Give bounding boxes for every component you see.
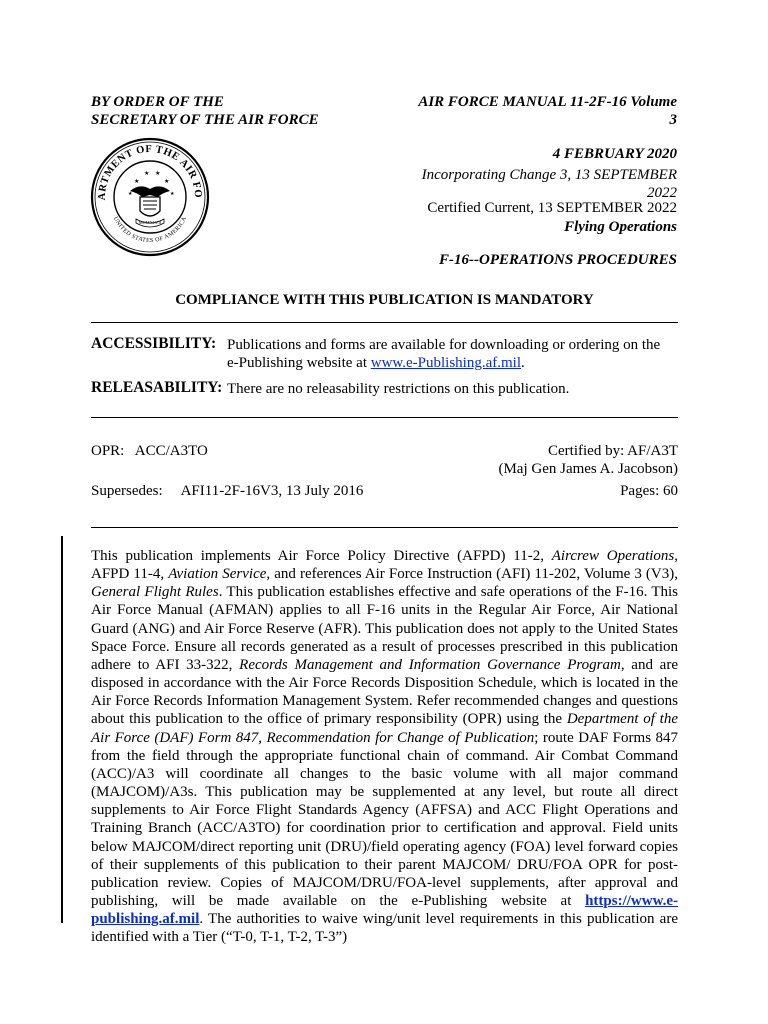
body-text-1: This publication implements Air Force Policy Directive (AFPD) 11-2,: [91, 548, 552, 564]
manual-line-1: AIR FORCE MANUAL 11-2F-16 Volume: [418, 94, 677, 110]
svg-text:★: ★: [164, 179, 170, 185]
accessibility-label-text: ACCESSIBILITY:: [91, 335, 217, 352]
accessibility-prefix: e-Publishing website at: [227, 355, 371, 371]
ref-aviation-service: Aviation Service: [168, 566, 267, 583]
divider: [91, 322, 678, 323]
order-line-1: BY ORDER OF THE: [91, 94, 224, 110]
category: Flying Operations: [564, 219, 677, 235]
order-line-2: SECRETARY OF THE AIR FORCE: [91, 112, 319, 128]
releasability-text: There are no releasability restrictions on this publication.: [227, 381, 570, 397]
compliance-statement: COMPLIANCE WITH THIS PUBLICATION IS MANDATORY: [175, 292, 594, 308]
page-count: Pages: 60: [620, 483, 678, 499]
e-publishing-url-link[interactable]: https://www.e-publishing.af.mil: [91, 892, 678, 928]
seal-year: MCMXLVII: [138, 220, 162, 225]
accessibility-line-1: Publications and forms are available for downloading or ordering on the: [227, 337, 661, 353]
body-text-3: , and references Air Force Instruction (AFI) 11-202, Volume 3 (V3),: [266, 566, 678, 583]
body-paragraph: [91, 547, 678, 946]
ref-aircrew-operations: Aircrew Operations: [551, 548, 675, 564]
svg-text:★: ★: [128, 192, 133, 197]
ref-daf-form-847: Department of the Air Force (DAF) Form 847, Recommendation for Change of Publication: [91, 711, 678, 746]
releasability-label-text: RELEASABILITY:: [91, 379, 223, 396]
change-line-2: 2022: [647, 185, 677, 201]
body-text-4: . This publication establishes effective and safe operations of the F-16. This Air Force Manual (AFMAN) applies to all F-16 units in the Regular Air Force, Air National Guard (ANG) and Air Force Reserve (AFR). This publication does not apply to the United States Space Force. Ensure all records generated as a result of processes prescribed in this publication adhere to AFI 33-322,: [91, 584, 678, 673]
ref-records-management: Records Management and Information Governance Program: [239, 656, 621, 673]
body-text-5: , and are disposed in accordance with the Air Force Records Disposition Schedule, which is located in the Air Force Records Information Management System. Refer recommended changes and questions about this publication to the office of primary responsibility (OPR) using the: [91, 656, 678, 728]
releasability-label: [91, 379, 222, 397]
body-text-2: , AFPD 11-4,: [91, 548, 678, 583]
e-publishing-link[interactable]: www.e-Publishing.af.mil: [370, 355, 521, 371]
svg-text:★: ★: [144, 171, 150, 177]
body-text-6: ; route DAF Forms 847 from the field through the appropriate functional chain of command. Air Combat Command (ACC)/A3 will coordinate all changes to the basic volume with all major command (MAJCOM)/A3s. This publication may be supplemented at any level, but route all direct supplements to Air Force Flight Standards Agency (AFFSA) and ACC Flight Operations and Training Branch (ACC/A3TO) for coordination prior to certification and approval. Field units below MAJCOM/direct reporting unit (DRU)/field operating agency (FOA) level forward copies of their supplements of this publication to their parent MAJCOM/ DRU/FOA OPR for post-publication review. Copies of MAJCOM/DRU/FOA-level supplements, after approval and publishing, will be made available on the e-Publishing website at: [91, 729, 678, 909]
publication-date: 4 FEBRUARY 2020: [552, 146, 677, 162]
certified-by: Certified by: AF/A3T: [548, 443, 678, 459]
accessibility-text: [227, 336, 678, 372]
accessibility-line-2: [227, 354, 678, 372]
svg-text:★: ★: [155, 171, 161, 177]
ref-general-flight-rules: General Flight Rules: [91, 584, 219, 601]
svg-text:★: ★: [134, 179, 140, 185]
manual-line-2: 3: [669, 112, 677, 128]
svg-text:★: ★: [170, 192, 175, 197]
accessibility-suffix: .: [521, 355, 525, 371]
seal-top-text: ARTMENT OF THE AIR FO: [96, 143, 204, 201]
certified-current: Certified Current, 13 SEPTEMBER 2022: [427, 200, 677, 216]
supersedes: Supersedes: AFI11-2F-16V3, 13 July 2016: [91, 483, 364, 499]
accessibility-label: [91, 335, 216, 353]
divider: [91, 417, 678, 418]
publication-title: F-16--OPERATIONS PROCEDURES: [439, 252, 677, 268]
air-force-seal: [88, 135, 212, 259]
change-bar: [61, 536, 63, 923]
change-line-1: Incorporating Change 3, 13 SEPTEMBER: [421, 167, 677, 183]
divider: [91, 527, 678, 528]
opr: OPR: ACC/A3TO: [91, 443, 208, 459]
seal-bottom-text: UNITED STATES OF AMERICA: [111, 215, 189, 245]
body-text-7: . The authorities to waive wing/unit level requirements in this publication are identified with a Tier (“T-0, T-1, T-2, T-3”): [91, 911, 678, 946]
certifier-name: (Maj Gen James A. Jacobson): [498, 461, 678, 477]
